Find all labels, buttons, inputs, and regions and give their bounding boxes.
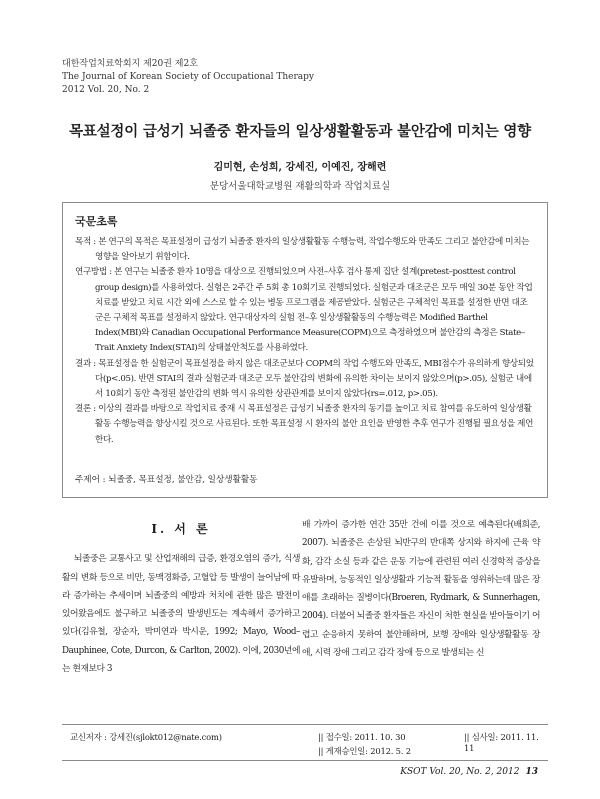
keywords: 주제어 : 뇌졸중, 목표설정, 불안감, 일상생활활동 bbox=[75, 475, 258, 485]
article-info-box bbox=[62, 724, 548, 761]
journal-name-korean: 대한작업치료학회지 제20권 제2호 bbox=[62, 59, 198, 69]
abstract-purpose: 목적 : 본 연구의 목적은 목표설정이 급성기 뇌졸중 환자의 일상생활활동 수행능력, 작업수행도와 만족도 그리고 불안감에 미치는 영향을 알아보기 위함이다. bbox=[75, 237, 530, 263]
submitted-date: || 접수일: 2011. 10. 30 bbox=[318, 732, 406, 742]
abstract-box bbox=[62, 202, 548, 498]
reviewed-date: || 심사일: 2011. 11. 11 bbox=[464, 732, 539, 753]
authors: 김미현, 손성희, 강세진, 이예진, 장해련 bbox=[213, 162, 387, 173]
abstract-methods: 연구방법 : 본 연구는 뇌졸중 환자 10명을 대상으로 진행되었으며 사전–사후 검사 통제 집단 설계(pretest–posttest control group design)를 사용하였다. 실험은 2주간 주 5회 총 10회기로 진행되었다. 실험군과 대조군은 모두 매일 30분 동안 작업치료를 받았고 치료 시간 외에 스스로 할 수 있는 병동 프로그램을 제공받았다. 실험군은 구체적인 목표를 설정한 반면 대조군은 구체적 목표를 설정하지 않았다. 연구대상자의 실험 전–후 일상생활활동의 수행능력은 Modified Barthel Index(MBI)와 Canadian Occupational Performance Measure(COPM)으로 측정하였으며 불안감의 측정은 State–Trait Anxiety Index(STAI)의 상태불안척도를 사용하였다. bbox=[75, 267, 533, 354]
page-number: 13 bbox=[525, 767, 538, 777]
journal-header bbox=[62, 58, 314, 97]
journal-reference: KSOT Vol. 20, No. 2, 2012 bbox=[400, 767, 520, 777]
section-heading-introduction: Ⅰ. 서 론 bbox=[151, 522, 211, 536]
journal-name-english: The Journal of Korean Society of Occupational Therapy bbox=[62, 72, 315, 82]
paper-title: 목표설정이 급성기 뇌졸중 환자들의 일상생활활동과 불안감에 미치는 영향 bbox=[69, 123, 531, 140]
body-column-left bbox=[62, 520, 300, 678]
body-column-right bbox=[302, 516, 540, 662]
page-footer bbox=[400, 767, 538, 777]
intro-paragraph-left: 뇌졸중은 교통사고 및 산업재해의 급증, 환경오염의 증가, 식생활의 변화 등으로 비만, 동맥경화증, 고혈압 등 발생이 늘어남에 따라 증가하는 추세이며 뇌졸중의 예방과 처치에 관한 많은 발전이 있어왔음에도 불구하고 뇌졸중의 발생빈도는 계속해서 증가하고 있다(김유철, 장순자, 박미연과 박시운, 1992; Mayo, Wood–Dauphinee, Cote, Durcon, & Carlton, 2002). 이에, 2030년에는 현재보다 3 bbox=[62, 554, 300, 675]
abstract-body bbox=[75, 235, 535, 448]
abstract-heading: 국문초록 bbox=[75, 215, 118, 228]
accepted-date: || 게재승인일: 2012. 5. 2 bbox=[318, 746, 411, 756]
journal-volume: 2012 Vol. 20, No. 2 bbox=[62, 85, 150, 95]
abstract-conclusion: 결론 : 이상의 결과를 바탕으로 작업치료 중재 시 목표설정은 급성기 뇌졸중 환자의 동기를 높이고 치료 참여를 유도하여 일상생활활동 수행능력을 향상시킬 것으로 사료된다. 또한 목표설정 시 환자의 불안 요인을 반영한 추후 연구가 진행될 필요성을 제언한다. bbox=[75, 404, 534, 445]
corresponding-author: 교신저자 : 강세진(sjlokt012@nate.com) bbox=[70, 732, 222, 742]
intro-paragraph-right: 배 가까이 증가한 연간 35만 건에 이를 것으로 예측된다(배희준, 2007). 뇌졸중은 손상된 뇌반구의 반대쪽 상지와 하지에 근육 약화, 감각 소실 등과 같은 운동 기능에 관련된 여러 신경학적 증상을 유발하며, 능동적인 일상생활과 기능적 활동을 영위하는데 많은 장애를 초래하는 질병이다(Broeren, Rydmark, & Sunnerhagen, 2004). 더불어 뇌졸중 환자들은 자신이 처한 현실을 받아들이기 어렵고 순응하지 못하여 불안해하며, 보행 장애와 일상생활활동 장애, 시력 장애 그리고 감각 장애 등으로 발생되는 신 bbox=[302, 520, 540, 659]
abstract-results: 결과 : 목표설정을 한 실험군이 목표설정을 하지 않은 대조군보다 COPM의 작업 수행도와 만족도, MBI점수가 유의하게 향상되었다(p<.05). 반면 STAI의 결과 실험군과 대조군 모두 불안감의 변화에 유의한 차이는 보이지 않았으며(p>.05), 실험군 내에서 10회기 동안 측정된 불안감의 변화 역시 유의한 상관관계를 보이지 않았다(rs=.012, p>.05). bbox=[75, 358, 534, 400]
affiliation: 분당서울대학교병원 재활의학과 작업치료실 bbox=[209, 181, 391, 192]
